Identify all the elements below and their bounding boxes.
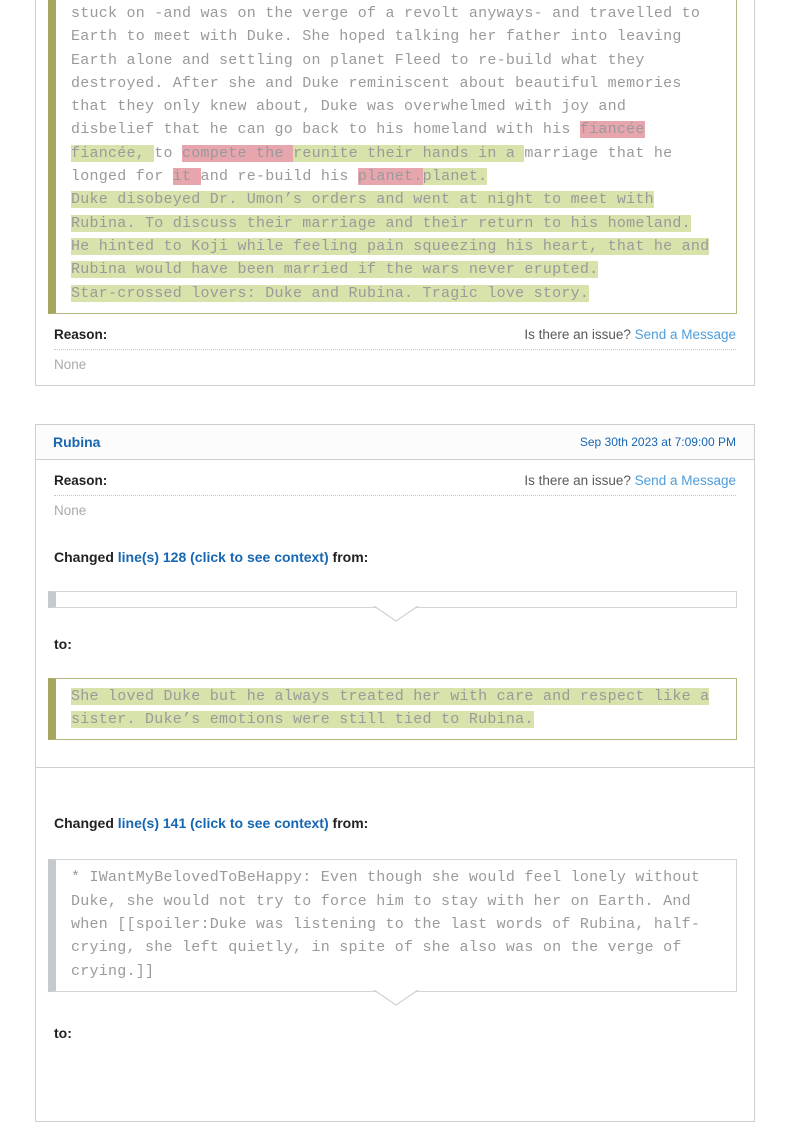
reason-row — [54, 473, 736, 496]
diff-line: destroyed. After she and Duke reminiscent about beautiful memories — [71, 74, 682, 92]
send-message-link[interactable]: Send a Message — [634, 326, 736, 342]
issue-area — [524, 473, 736, 488]
diff-line: that they only knew about, Duke was overwhelmed with joy and — [71, 98, 627, 116]
diff-line: fiancée, to compete the reunite their hands in a marriage that he — [71, 144, 673, 162]
diff-line: Rubina. To discuss their marriage and their return to his homeland. — [71, 214, 691, 232]
to-label: to: — [54, 1024, 72, 1041]
diff-line: sister. Duke’s emotions were still tied to Rubina. — [71, 711, 534, 729]
change-heading — [54, 815, 736, 831]
diff-line: when [[spoiler:Duke was listening to the last words of Rubina, half- — [71, 916, 701, 934]
diff-line: longed for it and re-build his planet.planet. — [71, 168, 488, 186]
timestamp-link[interactable]: Sep 30th 2023 at 7:09:00 PM — [579, 434, 736, 449]
diff-from-block-141 — [48, 859, 737, 991]
lines-context-link[interactable]: line(s) 128 (click to see context) — [117, 548, 329, 565]
reason-label: Reason: — [54, 326, 108, 342]
edit-card-previous — [35, 0, 755, 386]
from-label: from: — [332, 815, 369, 832]
change-group-141 — [36, 815, 754, 1040]
reason-value: None — [54, 502, 87, 518]
diff-to-block-previous — [48, 0, 737, 314]
diff-line: crying, she left quietly, in spite of she also was on the verge of — [71, 939, 682, 957]
chevron-down-icon — [373, 990, 419, 1007]
section-divider — [36, 767, 754, 768]
edit-card-header — [36, 425, 754, 460]
author-link[interactable]: Rubina — [53, 433, 101, 450]
diff-to-block-128 — [48, 678, 737, 741]
diff-line: stuck on -and was on the verge of a revolt anyways- and travelled to — [71, 5, 701, 22]
diff-line: Rubina would have been married if the wars never erupted. — [71, 261, 599, 279]
reason-row — [54, 327, 736, 350]
edit-card-rubina — [35, 424, 755, 1122]
send-message-link[interactable]: Send a Message — [634, 472, 736, 488]
diff-line: Duke disobeyed Dr. Umon’s orders and went at night to meet with — [71, 191, 654, 209]
to-label: to: — [54, 635, 72, 652]
change-group-128 — [36, 549, 754, 741]
change-heading — [54, 549, 736, 565]
reason-label: Reason: — [54, 472, 108, 488]
changed-label: Changed — [54, 815, 114, 832]
diff-line: Earth alone and settling on planet Fleed to re-build what they — [71, 51, 645, 69]
lines-context-link[interactable]: line(s) 141 (click to see context) — [117, 815, 329, 832]
diff-line: crying.]] — [71, 962, 155, 980]
diff-line: She loved Duke but he always treated her with care and respect like a — [71, 687, 710, 705]
diff-line: He hinted to Koji while feeling pain squeezing his heart, that he and — [71, 237, 710, 255]
diff-line: Star-crossed lovers: Duke and Rubina. Tragic love story. — [71, 284, 590, 302]
diff-line: Duke, she would not try to force him to stay with her on Earth. And — [71, 892, 691, 910]
diff-from-block-empty — [48, 591, 737, 608]
changed-label: Changed — [54, 548, 114, 565]
issue-area — [524, 327, 736, 342]
issue-question: Is there an issue? — [524, 472, 631, 488]
diff-line: Earth to meet with Duke. She hoped talking her father into leaving — [71, 28, 682, 46]
reason-value: None — [54, 356, 87, 372]
diff-line: * IWantMyBelovedToBeHappy: Even though she would feel lonely without — [71, 869, 701, 887]
from-label: from: — [332, 548, 369, 565]
issue-question: Is there an issue? — [524, 326, 631, 342]
chevron-down-icon — [373, 606, 419, 623]
diff-line: disbelief that he can go back to his homeland with his fiancée — [71, 121, 645, 139]
